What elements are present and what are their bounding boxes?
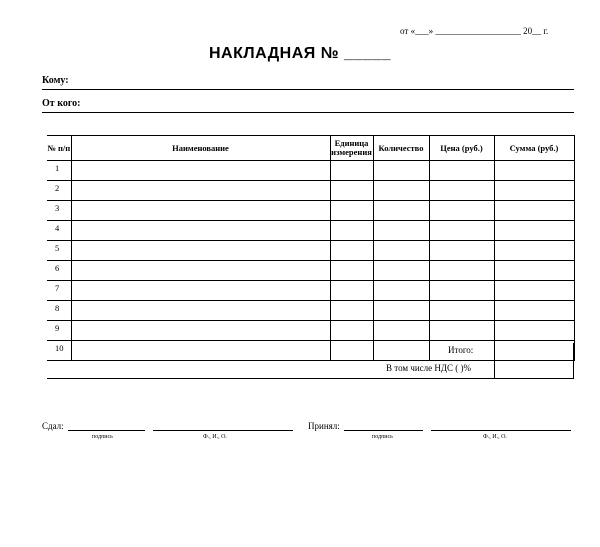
price-cell xyxy=(429,221,494,241)
unit-cell xyxy=(330,241,373,261)
row-number: 4 xyxy=(47,221,71,241)
items-table xyxy=(47,135,575,361)
sum-cell xyxy=(494,181,574,201)
sum-cell xyxy=(494,281,574,301)
quantity-cell xyxy=(373,321,429,341)
received-signature-caption: подпись xyxy=(372,434,393,440)
unit-cell xyxy=(330,321,373,341)
table-row xyxy=(47,281,574,301)
received-name-line xyxy=(431,430,571,431)
document-title: НАКЛАДНАЯ № _____ xyxy=(209,45,391,62)
totals-divider xyxy=(494,343,495,379)
price-cell xyxy=(429,281,494,301)
row-number: 8 xyxy=(47,301,71,321)
price-cell xyxy=(429,241,494,261)
table-row xyxy=(47,301,574,321)
col-header-unit: Единица измерения xyxy=(330,136,373,161)
quantity-cell xyxy=(373,161,429,181)
total-row-line xyxy=(47,360,574,361)
quantity-cell xyxy=(373,201,429,221)
handed-signature-line xyxy=(68,430,145,431)
handed-name-caption: Ф., И., О. xyxy=(203,434,227,440)
name-cell xyxy=(71,281,330,301)
quantity-cell xyxy=(373,301,429,321)
price-cell xyxy=(429,321,494,341)
vat-label: В том числе НДС ( )% xyxy=(386,363,472,373)
table-row xyxy=(47,321,574,341)
price-cell xyxy=(429,201,494,221)
unit-cell xyxy=(330,161,373,181)
unit-cell xyxy=(330,281,373,301)
row-number: 2 xyxy=(47,181,71,201)
col-header-name: Наименование xyxy=(71,136,330,161)
handed-label: Сдал: xyxy=(42,421,64,431)
quantity-cell xyxy=(373,281,429,301)
table-row xyxy=(47,241,574,261)
vat-row-line xyxy=(47,378,574,379)
total-label: Итого: xyxy=(448,345,474,355)
totals-right-border xyxy=(573,343,574,379)
price-cell xyxy=(429,161,494,181)
row-number: 3 xyxy=(47,201,71,221)
quantity-cell xyxy=(373,341,429,361)
table-row xyxy=(47,181,574,201)
unit-cell xyxy=(330,221,373,241)
sum-cell xyxy=(494,321,574,341)
col-header-number: № п/п xyxy=(47,136,71,161)
quantity-cell xyxy=(373,181,429,201)
name-cell xyxy=(71,341,330,361)
quantity-cell xyxy=(373,241,429,261)
col-header-quantity: Количество xyxy=(373,136,429,161)
sum-cell xyxy=(494,161,574,181)
received-label: Принял: xyxy=(308,421,340,431)
sum-cell xyxy=(494,241,574,261)
quantity-cell xyxy=(373,221,429,241)
name-cell xyxy=(71,301,330,321)
sum-cell xyxy=(494,261,574,281)
from-field-line xyxy=(42,112,574,113)
col-header-sum: Сумма (руб.) xyxy=(494,136,574,161)
table-row xyxy=(47,161,574,181)
name-cell xyxy=(71,201,330,221)
sum-cell xyxy=(494,201,574,221)
sum-cell xyxy=(494,221,574,241)
name-cell xyxy=(71,161,330,181)
quantity-cell xyxy=(373,261,429,281)
name-cell xyxy=(71,261,330,281)
row-number: 7 xyxy=(47,281,71,301)
price-cell xyxy=(429,261,494,281)
row-number: 1 xyxy=(47,161,71,181)
name-cell xyxy=(71,321,330,341)
table-row xyxy=(47,201,574,221)
received-name-caption: Ф., И., О. xyxy=(483,434,507,440)
sum-cell xyxy=(494,301,574,321)
unit-cell xyxy=(330,201,373,221)
date-line: от «___» ___________________ 20__ г. xyxy=(400,26,549,36)
to-field-line xyxy=(42,89,574,90)
to-label: Кому: xyxy=(42,75,69,86)
unit-cell xyxy=(330,181,373,201)
price-cell xyxy=(429,301,494,321)
row-number: 9 xyxy=(47,321,71,341)
sum-cell xyxy=(494,341,574,361)
name-cell xyxy=(71,221,330,241)
received-signature-line xyxy=(344,430,423,431)
handed-name-line xyxy=(153,430,293,431)
name-cell xyxy=(71,181,330,201)
name-cell xyxy=(71,241,330,261)
row-number: 5 xyxy=(47,241,71,261)
table-header-row xyxy=(47,136,574,161)
row-number: 6 xyxy=(47,261,71,281)
unit-cell xyxy=(330,341,373,361)
from-label: От кого: xyxy=(42,98,81,109)
col-header-price: Цена (руб.) xyxy=(429,136,494,161)
table-row xyxy=(47,221,574,241)
row-number: 10 xyxy=(47,341,71,361)
price-cell xyxy=(429,181,494,201)
handed-signature-caption: подпись xyxy=(92,434,113,440)
table-row xyxy=(47,261,574,281)
unit-cell xyxy=(330,301,373,321)
unit-cell xyxy=(330,261,373,281)
